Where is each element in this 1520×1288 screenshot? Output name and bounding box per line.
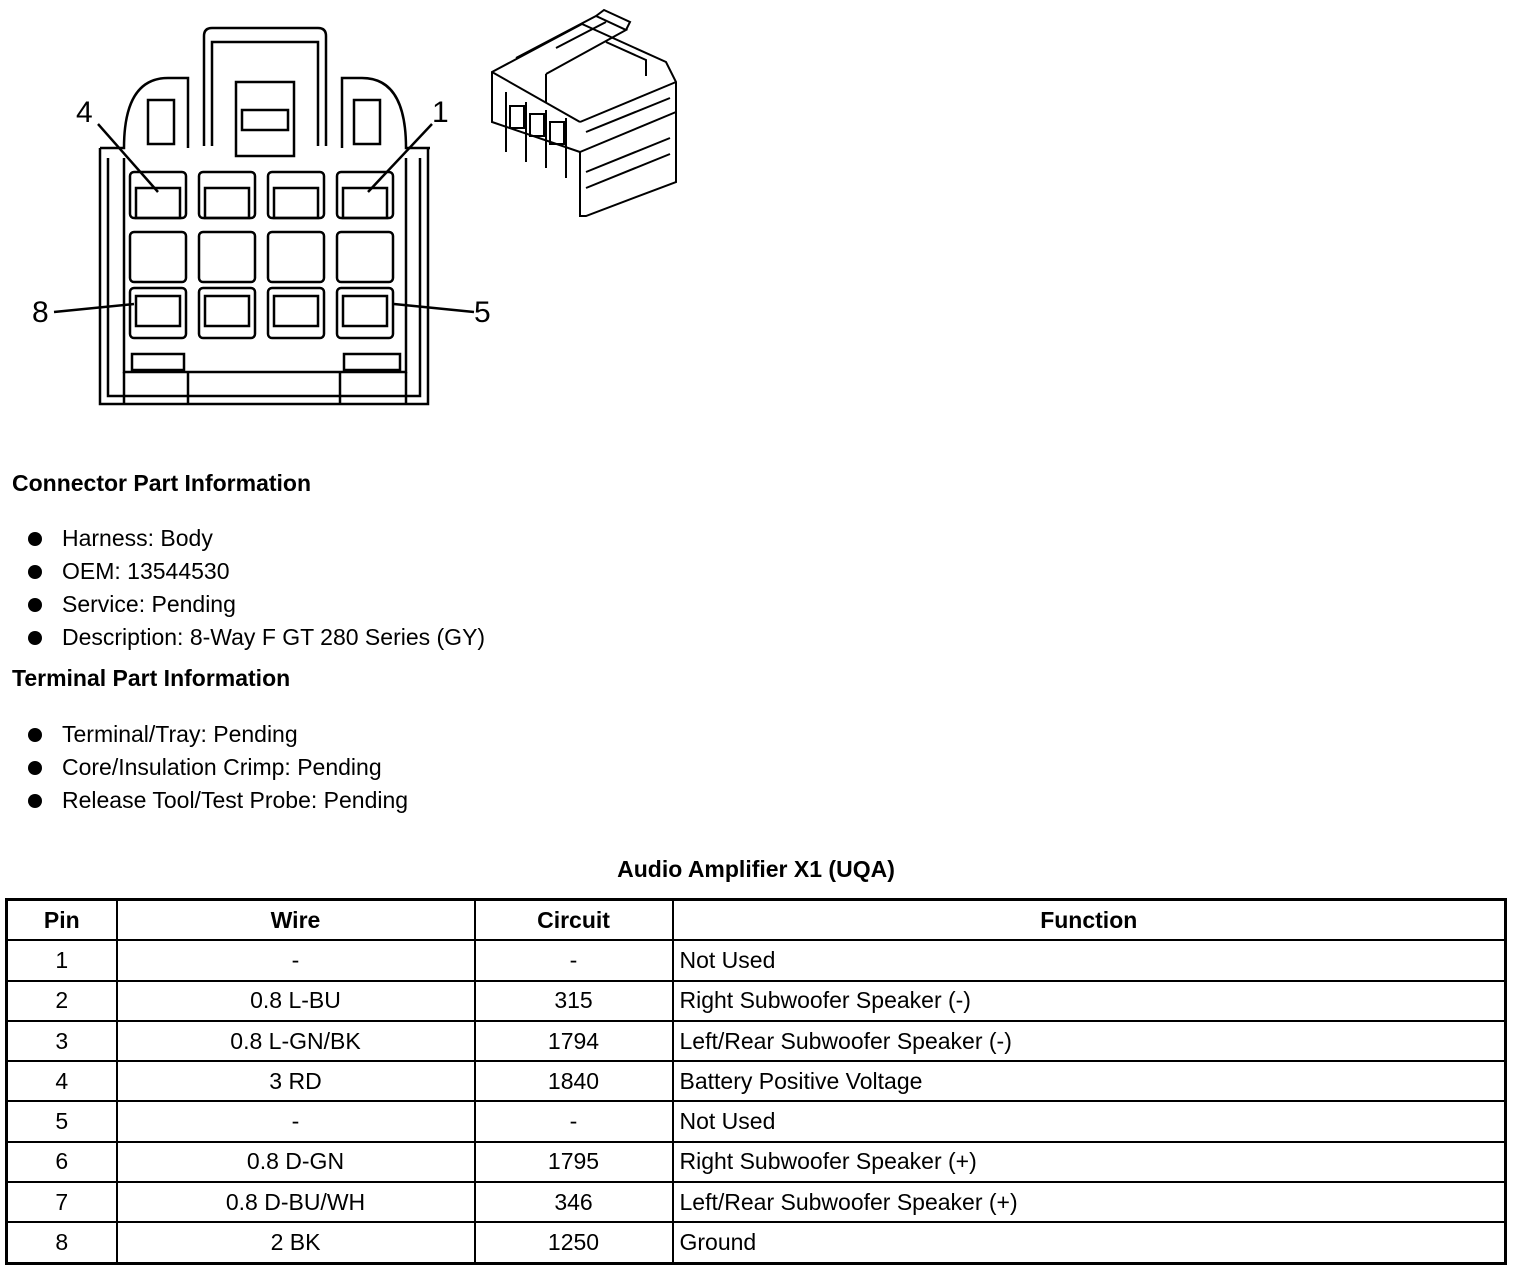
bullet-icon xyxy=(28,794,42,808)
cell-function: Left/Rear Subwoofer Speaker (-) xyxy=(673,1021,1506,1061)
table-row xyxy=(7,1182,1506,1222)
list-item-text: Description: 8-Way F GT 280 Series (GY) xyxy=(62,624,486,650)
cell-wire: 0.8 L-GN/BK xyxy=(117,1021,475,1061)
pin-label-8: 8 xyxy=(32,296,49,329)
pin-label-4: 4 xyxy=(76,96,93,129)
bullet-icon xyxy=(28,532,42,546)
bullet-icon xyxy=(28,728,42,742)
list-item-text: Release Tool/Test Probe: Pending xyxy=(62,787,409,813)
cell-pin: 6 xyxy=(7,1142,117,1182)
terminal-part-info-heading: Terminal Part Information xyxy=(12,665,291,691)
cell-pin: 5 xyxy=(7,1101,117,1141)
table-row xyxy=(7,1142,1506,1182)
list-item-text: Terminal/Tray: Pending xyxy=(62,721,298,747)
cell-function: Ground xyxy=(673,1222,1506,1263)
cell-wire: 0.8 L-BU xyxy=(117,981,475,1021)
list-item-text: Core/Insulation Crimp: Pending xyxy=(62,754,382,780)
table-row xyxy=(7,1061,1506,1101)
cell-pin: 8 xyxy=(7,1222,117,1263)
cell-circuit: 1250 xyxy=(475,1222,673,1263)
pin-label-5: 5 xyxy=(474,296,491,329)
cell-circuit: 1794 xyxy=(475,1021,673,1061)
list-item xyxy=(28,522,485,555)
header-function: Function xyxy=(673,900,1506,941)
bullet-icon xyxy=(28,631,42,645)
list-item xyxy=(28,718,408,751)
table-header-row xyxy=(7,900,1506,941)
cell-wire: - xyxy=(117,1101,475,1141)
cell-pin: 2 xyxy=(7,981,117,1021)
cell-pin: 1 xyxy=(7,940,117,980)
cell-circuit: - xyxy=(475,940,673,980)
table-title: Audio Amplifier X1 (UQA) xyxy=(617,856,895,882)
list-item-text: Harness: Body xyxy=(62,525,213,551)
header-circuit: Circuit xyxy=(475,900,673,941)
table-row xyxy=(7,1101,1506,1141)
cell-wire: 0.8 D-BU/WH xyxy=(117,1182,475,1222)
connector-part-info-heading: Connector Part Information xyxy=(12,470,312,496)
header-wire: Wire xyxy=(117,900,475,941)
cell-circuit: - xyxy=(475,1101,673,1141)
cell-function: Battery Positive Voltage xyxy=(673,1061,1506,1101)
cell-circuit: 1840 xyxy=(475,1061,673,1101)
pin-label-1: 1 xyxy=(432,96,449,129)
table-row xyxy=(7,981,1506,1021)
table-row xyxy=(7,1222,1506,1263)
terminal-part-info-list xyxy=(28,718,408,817)
header-pin: Pin xyxy=(7,900,117,941)
list-item-text: Service: Pending xyxy=(62,591,236,617)
table-row xyxy=(7,1021,1506,1061)
list-item xyxy=(28,588,485,621)
list-item-text: OEM: 13544530 xyxy=(62,558,230,584)
pinout-table xyxy=(5,898,1507,1265)
list-item xyxy=(28,751,408,784)
cell-circuit: 1795 xyxy=(475,1142,673,1182)
cell-wire: 0.8 D-GN xyxy=(117,1142,475,1182)
cell-wire: 3 RD xyxy=(117,1061,475,1101)
cell-pin: 7 xyxy=(7,1182,117,1222)
list-item xyxy=(28,555,485,588)
cell-pin: 4 xyxy=(7,1061,117,1101)
cell-function: Left/Rear Subwoofer Speaker (+) xyxy=(673,1182,1506,1222)
connector-part-info-list xyxy=(28,522,485,654)
cell-wire: 2 BK xyxy=(117,1222,475,1263)
cell-wire: - xyxy=(117,940,475,980)
bullet-icon xyxy=(28,598,42,612)
connector-face-diagram xyxy=(28,20,508,420)
bullet-icon xyxy=(28,565,42,579)
table-row xyxy=(7,940,1506,980)
cell-circuit: 346 xyxy=(475,1182,673,1222)
cell-function: Not Used xyxy=(673,1101,1506,1141)
cell-circuit: 315 xyxy=(475,981,673,1021)
list-item xyxy=(28,784,408,817)
cell-function: Right Subwoofer Speaker (-) xyxy=(673,981,1506,1021)
bullet-icon xyxy=(28,761,42,775)
connector-isometric-diagram xyxy=(486,2,696,222)
list-item xyxy=(28,621,485,654)
cell-function: Right Subwoofer Speaker (+) xyxy=(673,1142,1506,1182)
cell-function: Not Used xyxy=(673,940,1506,980)
cell-pin: 3 xyxy=(7,1021,117,1061)
